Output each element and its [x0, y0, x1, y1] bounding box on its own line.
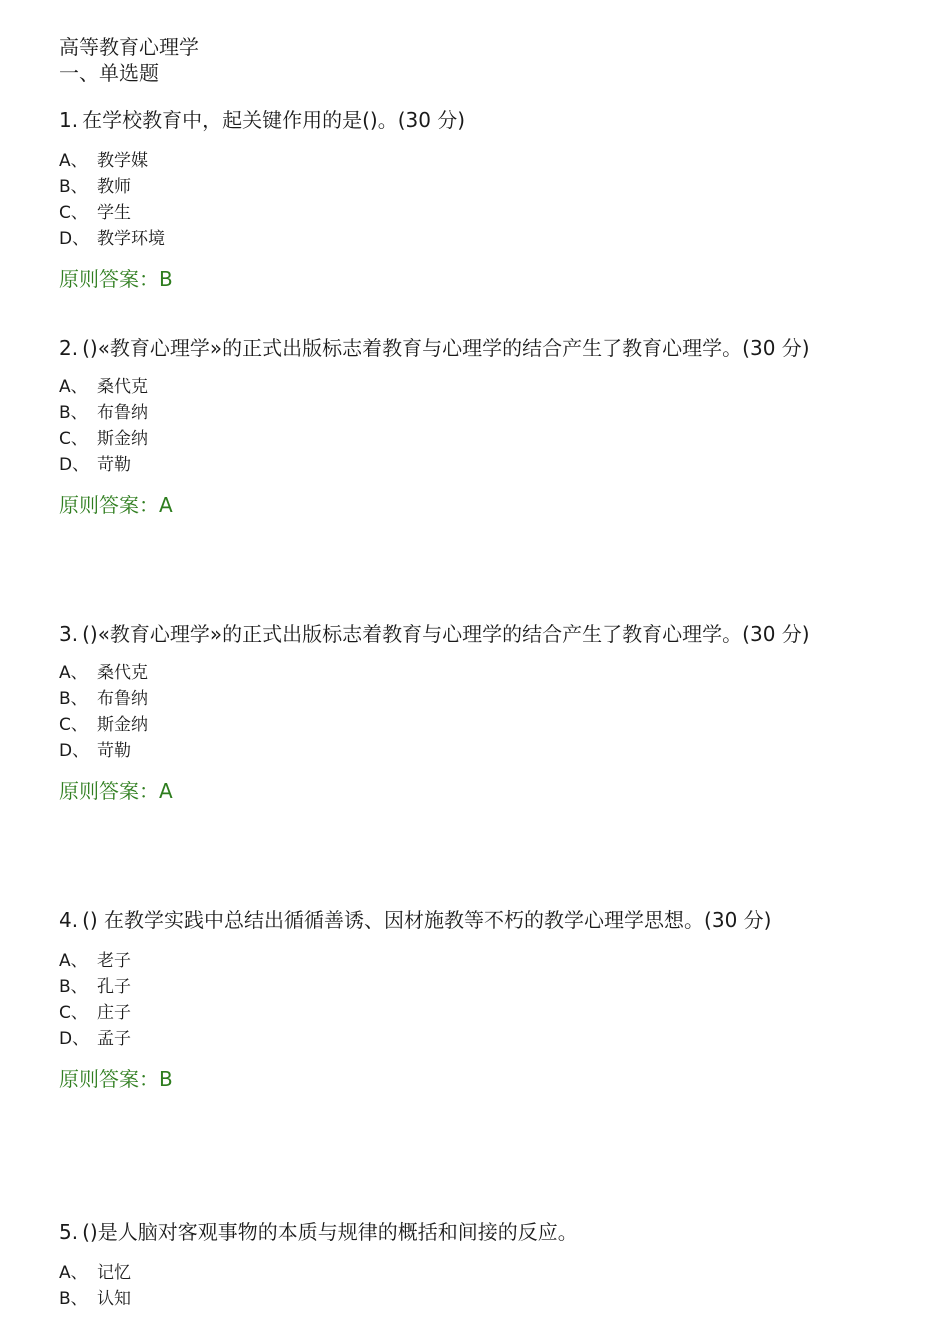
answer-value: A [159, 779, 173, 803]
question-number: 3. [59, 622, 79, 646]
option-letter: A、 [59, 377, 88, 397]
option-letter: C、 [59, 429, 88, 449]
question-text [59, 94, 879, 146]
option-letter: D、 [59, 741, 90, 761]
option-text: 庄子 [97, 1003, 131, 1023]
option-letter: B、 [59, 177, 88, 197]
option-letter: B、 [59, 1289, 88, 1309]
question-text [59, 322, 879, 374]
question-stem: () 在教学实践中总结出循循善诱、因材施教等不朽的教学心理学思想。(30 分) [82, 908, 772, 932]
option-text: 孔子 [97, 977, 131, 997]
option-text: 斯金纳 [97, 715, 148, 735]
option-letter: C、 [59, 1003, 88, 1023]
option-b [59, 974, 879, 1000]
answer-label: 原则答案： [59, 779, 159, 803]
question-number: 1. [59, 108, 79, 132]
options-list [59, 948, 879, 1052]
options-list [59, 374, 879, 478]
option-text: 教学环境 [97, 229, 165, 249]
answer-value: B [159, 267, 173, 291]
question-1 [59, 94, 879, 292]
option-text: 老子 [97, 951, 131, 971]
option-letter: D、 [59, 229, 90, 249]
option-c [59, 712, 879, 738]
option-text: 斯金纳 [97, 429, 148, 449]
answer-line [59, 1066, 879, 1092]
answer-value: A [159, 493, 173, 517]
option-text: 教师 [97, 177, 131, 197]
option-c [59, 200, 879, 226]
option-c [59, 426, 879, 452]
option-letter: D、 [59, 1029, 90, 1049]
option-letter: B、 [59, 977, 88, 997]
option-text: 苛勒 [97, 455, 131, 475]
document-page [59, 34, 879, 1309]
option-text: 记忆 [97, 1263, 131, 1283]
option-text: 认知 [97, 1289, 131, 1309]
answer-line [59, 492, 879, 518]
answer-label: 原则答案： [59, 493, 159, 517]
option-letter: C、 [59, 203, 88, 223]
question-text [59, 608, 879, 660]
option-a [59, 948, 879, 974]
answer-line [59, 266, 879, 292]
option-b [59, 1286, 879, 1312]
answer-label: 原则答案： [59, 1067, 159, 1091]
option-letter: C、 [59, 715, 88, 735]
answer-line [59, 778, 879, 804]
section-title: 一、单选题 [59, 61, 159, 85]
option-a [59, 660, 879, 686]
option-letter: A、 [59, 663, 88, 683]
option-b [59, 686, 879, 712]
question-stem: 在学校教育中，起关键作用的是()。(30 分) [82, 108, 466, 132]
option-letter: B、 [59, 403, 88, 423]
option-text: 孟子 [97, 1029, 131, 1049]
question-text [59, 894, 879, 946]
option-d [59, 738, 879, 764]
option-text: 苛勒 [97, 741, 131, 761]
question-number: 4. [59, 908, 79, 932]
option-b [59, 400, 879, 426]
option-letter: A、 [59, 1263, 88, 1283]
question-stem: ()«教育心理学»的正式出版标志着教育与心理学的结合产生了教育心理学。(30 分) [82, 336, 810, 360]
options-list [59, 660, 879, 764]
option-letter: B、 [59, 689, 88, 709]
option-a [59, 1260, 879, 1286]
question-stem: ()是人脑对客观事物的本质与规律的概括和间接的反应。 [82, 1220, 578, 1244]
option-letter: D、 [59, 455, 90, 475]
option-d [59, 452, 879, 478]
answer-label: 原则答案： [59, 267, 159, 291]
option-text: 布鲁纳 [97, 689, 148, 709]
options-list [59, 148, 879, 252]
options-list [59, 1260, 879, 1312]
question-5 [59, 1206, 879, 1312]
option-d [59, 226, 879, 252]
option-a [59, 148, 879, 174]
answer-value: B [159, 1067, 173, 1091]
option-letter: A、 [59, 951, 88, 971]
question-number: 2. [59, 336, 79, 360]
option-text: 布鲁纳 [97, 403, 148, 423]
question-number: 5. [59, 1220, 79, 1244]
document-title: 高等教育心理学 [59, 35, 199, 59]
option-a [59, 374, 879, 400]
option-b [59, 174, 879, 200]
option-d [59, 1026, 879, 1052]
question-2 [59, 322, 879, 518]
option-text: 桑代克 [97, 663, 148, 683]
question-4 [59, 894, 879, 1092]
question-stem: ()«教育心理学»的正式出版标志着教育与心理学的结合产生了教育心理学。(30 分) [82, 622, 810, 646]
option-text: 教学媒 [97, 151, 148, 171]
option-text: 桑代克 [97, 377, 148, 397]
question-3 [59, 608, 879, 804]
option-c [59, 1000, 879, 1026]
option-text: 学生 [97, 203, 131, 223]
question-text [59, 1206, 879, 1258]
option-letter: A、 [59, 151, 88, 171]
